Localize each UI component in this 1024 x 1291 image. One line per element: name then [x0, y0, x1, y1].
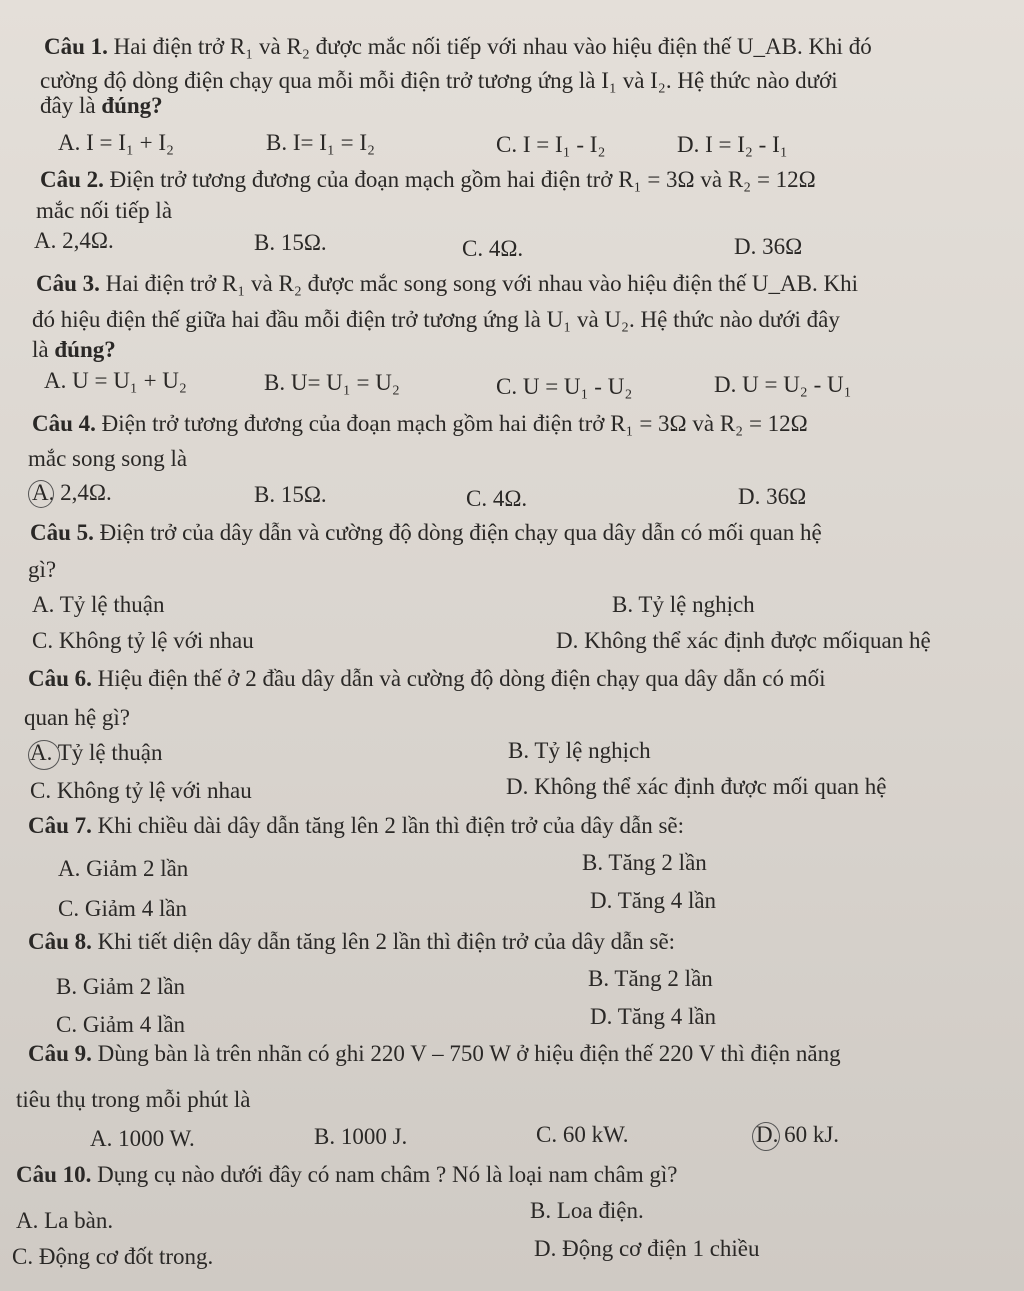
question-4-line-1: Câu 4. Điện trở tương đương của đoạn mạch gồm hai điện trở R₁ = 3Ω và R₂ = 12Ω — [32, 411, 808, 436]
question-2-line-2: mắc nối tiếp là — [36, 198, 173, 223]
question-10-option-a: A. La bàn. — [16, 1208, 114, 1233]
question-2-line-1: Câu 2. Điện trở tương đương của đoạn mạch gồm hai điện trở R₁ = 3Ω và R₂ = 12Ω — [40, 167, 816, 192]
question-7-option-b: B. Tăng 2 lần — [582, 850, 707, 875]
question-7-line-1: Câu 7. Khi chiều dài dây dẫn tăng lên 2 lần thì điện trở của dây dẫn sẽ: — [28, 813, 684, 838]
question-9-line-1: Câu 9. Dùng bàn là trên nhãn có ghi 220 V – 750 W ở hiệu điện thế 220 V thì điện năng — [28, 1041, 841, 1066]
question-1-option-c: C. I = I₁ - I₂ — [496, 132, 606, 157]
question-1-option-b: B. I= I₁ = I₂ — [266, 130, 376, 155]
question-4-option-b: B. 15Ω. — [254, 482, 327, 507]
question-5-line-2: gì? — [28, 557, 57, 582]
question-9-option-a: A. 1000 W. — [90, 1126, 195, 1151]
question-5-option-b: B. Tỷ lệ nghịch — [612, 592, 755, 617]
question-6-option-d: D. Không thể xác định được mối quan hệ — [506, 774, 887, 799]
question-6-option-c: C. Không tỷ lệ với nhau — [30, 778, 252, 803]
question-1-line-1: Câu 1. Hai điện trở R₁ và R₂ được mắc nối tiếp với nhau vào hiệu điện thế U_AB. Khi đó — [44, 34, 872, 59]
question-9-option-b: B. 1000 J. — [314, 1124, 408, 1149]
question-10-line-1: Câu 10. Dụng cụ nào dưới đây có nam châm ? Nó là loại nam châm gì? — [16, 1162, 678, 1187]
question-8-option-c: C. Giảm 4 lần — [56, 1012, 186, 1037]
question-5-option-a: A. Tỷ lệ thuận — [32, 592, 165, 617]
question-5-option-c: C. Không tỷ lệ với nhau — [32, 628, 254, 653]
question-2-option-b: B. 15Ω. — [254, 230, 327, 255]
question-10-option-b: B. Loa điện. — [530, 1198, 644, 1223]
question-3-line-2: đó hiệu điện thế giữa hai đầu mỗi điện trở tương ứng là U₁ và U₂. Hệ thức nào dưới đây — [32, 307, 840, 332]
question-2-option-d: D. 36Ω — [734, 234, 803, 259]
question-3-option-d: D. U = U₂ - U₁ — [714, 372, 852, 397]
question-4-option-a: A. 2,4Ω. — [32, 480, 112, 505]
question-9-option-c: C. 60 kW. — [536, 1122, 629, 1147]
question-6-option-a: A. Tỷ lệ thuận — [30, 740, 163, 765]
question-5-option-d: D. Không thể xác định được mốiquan hệ — [556, 628, 931, 653]
question-4-line-2: mắc song song là — [28, 446, 188, 471]
question-4-option-c: C. 4Ω. — [466, 486, 528, 511]
question-4-option-d: D. 36Ω — [738, 484, 807, 509]
question-6-option-b: B. Tỷ lệ nghịch — [508, 738, 651, 763]
answer-circle-mark — [28, 740, 60, 770]
question-3-line-3: là đúng? — [32, 337, 116, 362]
answer-circle-mark — [28, 480, 54, 508]
question-7-option-d: D. Tăng 4 lần — [590, 888, 717, 913]
question-1-option-d: D. I = I₂ - I₁ — [677, 132, 788, 157]
question-7-option-c: C. Giảm 4 lần — [58, 896, 188, 921]
question-8-option-a: B. Giảm 2 lần — [56, 974, 186, 999]
question-3-option-b: B. U= U₁ = U₂ — [264, 370, 400, 395]
question-8-line-1: Câu 8. Khi tiết diện dây dẫn tăng lên 2 lần thì điện trở của dây dẫn sẽ: — [28, 929, 676, 954]
question-9-line-2: tiêu thụ trong mỗi phút là — [16, 1087, 251, 1112]
question-3-line-1: Câu 3. Hai điện trở R₁ và R₂ được mắc song song với nhau vào hiệu điện thế U_AB. Khi — [36, 271, 858, 296]
question-3-option-a: A. U = U₁ + U₂ — [44, 368, 187, 393]
question-1-line-2: cường độ dòng điện chạy qua mỗi mỗi điện trở tương ứng là I₁ và I₂. Hệ thức nào dưới — [40, 68, 838, 93]
answer-circle-mark — [752, 1122, 780, 1151]
question-8-option-d: D. Tăng 4 lần — [590, 1004, 717, 1029]
question-10-option-c: C. Động cơ đốt trong. — [12, 1244, 214, 1269]
question-1-line-3: đây là đúng? — [40, 93, 163, 118]
question-1-option-a: A. I = I₁ + I₂ — [58, 130, 175, 155]
question-5-line-1: Câu 5. Điện trở của dây dẫn và cường độ dòng điện chạy qua dây dẫn có mối quan hệ — [30, 520, 822, 545]
question-2-option-c: C. 4Ω. — [462, 236, 524, 261]
question-10-option-d: D. Động cơ điện 1 chiều — [534, 1236, 760, 1261]
question-2-option-a: A. 2,4Ω. — [34, 228, 114, 253]
question-9-option-d: D. 60 kJ. — [756, 1122, 840, 1147]
question-6-line-2: quan hệ gì? — [24, 705, 131, 730]
question-3-option-c: C. U = U₁ - U₂ — [496, 374, 633, 399]
question-6-line-1: Câu 6. Hiệu điện thế ở 2 đầu dây dẫn và cường độ dòng điện chạy qua dây dẫn có mối — [28, 666, 826, 691]
question-7-option-a: A. Giảm 2 lần — [58, 856, 189, 881]
question-8-option-b: B. Tăng 2 lần — [588, 966, 713, 991]
